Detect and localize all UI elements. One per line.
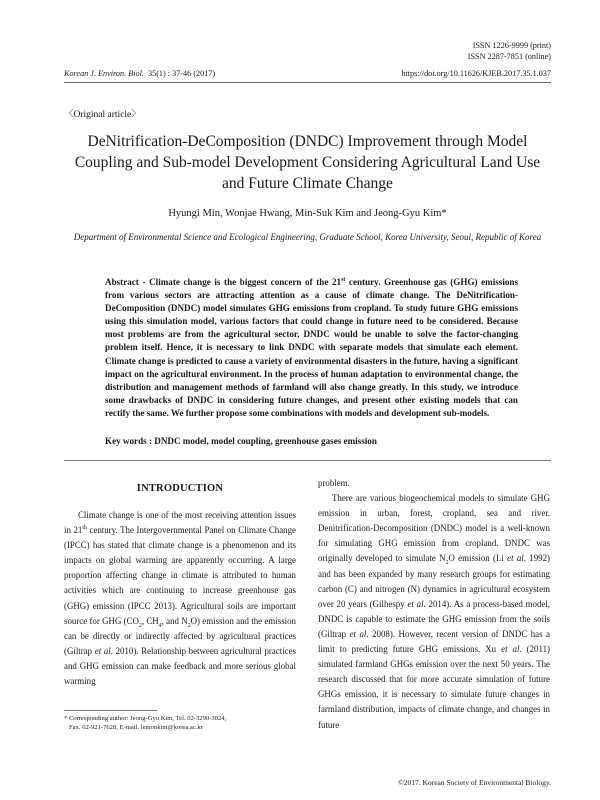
intro-p1-sup: th bbox=[82, 525, 87, 532]
affiliation: Department of Environmental Science and Ecological Engineering, Graduate School, Korea University, Seoul, Republic of Korea bbox=[73, 232, 542, 242]
article-type: 〈Original article〉 bbox=[64, 110, 141, 120]
n2o-subscript: 2 bbox=[187, 622, 191, 629]
intro-paragraph-2 bbox=[318, 491, 550, 733]
intro-p2-part3: . 1992) and has been expanded by many research groups for estimating carbon (C) and nitrogen (N) dynamics in agricultural ecosystem over 20 years (Gilhespy bbox=[318, 553, 550, 609]
journal-citation bbox=[64, 69, 215, 78]
issn-print: ISSN 1226-9999 (print) bbox=[472, 41, 551, 50]
journal-name: Korean J. Environ. Biol. bbox=[64, 69, 144, 78]
intro-p2-part1: There are various biogeochemical models to simulate GHG emission in urban, forest, cropland, sea and river. Denitrification-Decomposition (DNDC) model is a well-known for simulating GHG emission from cropland. DNDC was originally developed to simulate N bbox=[318, 493, 550, 564]
issn-block bbox=[468, 40, 551, 62]
carry-over-text: problem. bbox=[318, 478, 350, 488]
et-al-italic-3: et al bbox=[349, 628, 367, 639]
issn-online: ISSN 2287-7851 (online) bbox=[467, 52, 551, 61]
intro-p2-part5: . 2008). However, recent version of DNDC has a limit to predicting future GHG emissions. Xu bbox=[318, 628, 550, 655]
doi-link[interactable]: https://doi.org/10.11626/KJEB.2017.35.1.037 bbox=[401, 69, 551, 78]
intro-p1-part6: . 2010). Relationship between agricultural practices and GHG emission can make feedback and more serious global warming bbox=[64, 645, 296, 687]
intro-p2-part6: . (2011) simulated farmland GHGs emission over the next 50 years. The research discussed that for more accurate simulation of future GHGs emission, it is necessary to simulate future changes in farmland distribution, impacts of climate change, and changes in future bbox=[318, 644, 550, 730]
copyright: ©2017. Korean Society of Environmental Biology. bbox=[398, 778, 551, 787]
abstract-text-start: Climate change is the biggest concern of the 21 bbox=[149, 277, 342, 287]
intro-p2-part2: O emission (Li bbox=[448, 553, 508, 564]
n2o-subscript-2: 2 bbox=[445, 560, 449, 567]
intro-p1-part5: O) emission and the emission can be directly or indirectly affected by agricultural practices (Giltrap bbox=[64, 615, 296, 656]
ch4-subscript: 4 bbox=[158, 622, 162, 629]
body-left-column bbox=[64, 508, 296, 689]
et-al-italic-2: et al bbox=[407, 598, 424, 609]
et-al-italic: et al bbox=[94, 645, 111, 656]
author-list: Hyungi Min, Wonjae Hwang, Min-Suk Kim and Jeong-Gyu Kim* bbox=[168, 208, 447, 219]
intro-p2-part4: . 2014). As a process-based model, DNDC is capable to estimate the GHG emission from the soils (Giltrap bbox=[318, 598, 551, 639]
intro-p1-part2: century. The Intergovernmental Panel on Climate Change (IPCC) has stated that climate change is a phenomenon and its impacts on global warming are apparently occurring. A large proportion affecting change in climate is attributed to human activities which are continuing to increase greenhouse gas (GHG) emission (IPCC 2013). Agricultural soils are important source for GHG (CO bbox=[64, 525, 296, 626]
abstract bbox=[105, 276, 518, 420]
footnote-rule bbox=[64, 710, 157, 711]
paper-title: DeNitrification-DeComposition (DNDC) Improvement through Model Coupling and Sub-model Development Considering Agricultural Land Use and Future Climate Change bbox=[74, 133, 541, 192]
abstract-text-rest: century. Greenhouse gas (GHG) emissions from various sectors are attracting attention as a cause of climate change. The DeNitrification-DeComposition (DNDC) model simulates GHG emissions from cropland. To study future GHG emissions using this simulation model, various factors that could change in future need to be considered. Because most problems are from the agricultural sector, DNDC would be unable to solve the factor-changing problem itself. Hence, it is necessary to link DNDC with separate models that simulate each element. Climate change is predicted to cause a variety of environmental disasters in the future, having a significant impact on the agricultural environment. In the process of human adaptation to environmental change, the distribution and management methods of farmland will also change greatly. In this study, we introduce some drawbacks of DNDC in considering future changes, and present other existing models that can rectify the same. We further propose some combinations with models and development sub-models. bbox=[105, 277, 519, 418]
header-rule bbox=[64, 82, 551, 83]
et-al-italic-4: et al bbox=[501, 644, 520, 655]
journal-bar bbox=[64, 69, 551, 78]
abstract-sup: st bbox=[341, 276, 346, 283]
abstract-dash: - bbox=[142, 277, 146, 287]
intro-p1-part3: , CH bbox=[141, 615, 159, 626]
intro-paragraph-1 bbox=[64, 508, 296, 689]
intro-p1-part1: Climate change is one of the most receiving attention issues in 21 bbox=[64, 510, 296, 536]
section-heading-introduction: INTRODUCTION bbox=[136, 483, 224, 494]
corresponding-author-footnote bbox=[64, 714, 226, 732]
body-right-column bbox=[318, 476, 550, 733]
journal-volume: 35(1) : 37-46 (2017) bbox=[148, 69, 216, 78]
footnote-line-2: Fax. 02-921-7628, E-mail. lemonkim@korea.ac.kr bbox=[69, 724, 203, 732]
intro-p1-part4: , and N bbox=[161, 615, 188, 626]
keywords: Key words : DNDC model, model coupling, greenhouse gases emission bbox=[105, 436, 377, 446]
co2-subscript: 2 bbox=[138, 622, 142, 629]
footnote-line-1: * Corresponding author: Jeong-Gyu Kim, Tel. 02-3290-3024, bbox=[64, 715, 227, 722]
et-al-italic-1: et al bbox=[507, 553, 524, 564]
abstract-rule bbox=[64, 460, 551, 461]
abstract-label: Abstract bbox=[105, 277, 139, 287]
